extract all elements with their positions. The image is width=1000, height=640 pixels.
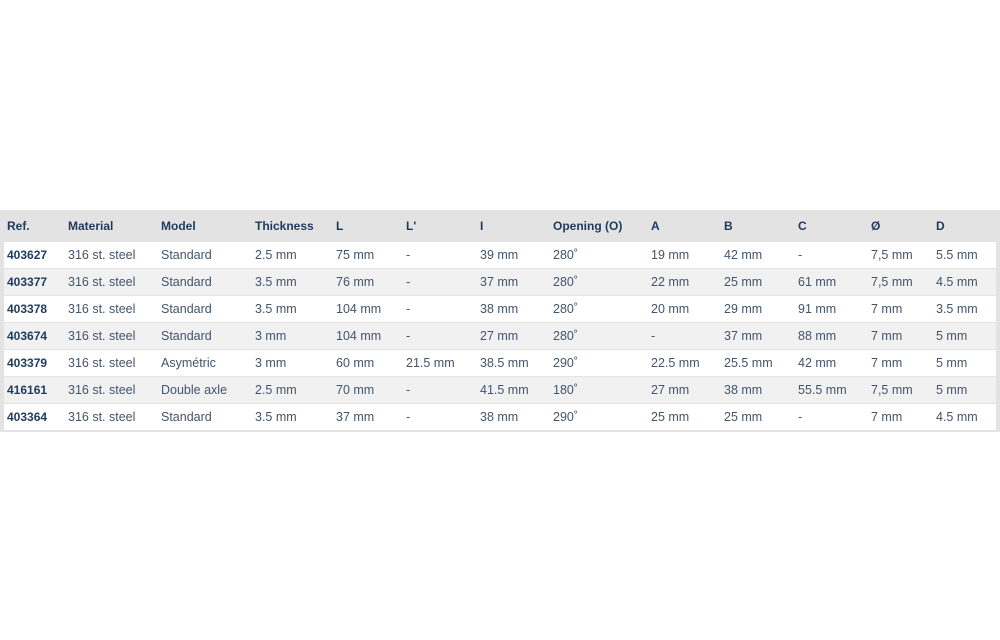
cell-model: Asymétric: [158, 350, 252, 377]
cell-l-prime: -: [403, 242, 477, 269]
table-body: [4, 242, 996, 431]
spec-table-container: [0, 210, 1000, 432]
cell-c: -: [795, 404, 868, 431]
cell-diameter: 7 mm: [868, 404, 933, 431]
cell-l-prime: -: [403, 269, 477, 296]
column-header-material: Material: [68, 219, 114, 233]
table-row: [4, 269, 996, 296]
cell-ref: 403364: [4, 404, 65, 431]
cell-i: 38.5 mm: [477, 350, 550, 377]
cell-l-prime: -: [403, 404, 477, 431]
cell-c: 42 mm: [795, 350, 868, 377]
cell-i: 41.5 mm: [477, 377, 550, 404]
cell-c: -: [795, 242, 868, 269]
column-header-a: A: [651, 219, 660, 233]
cell-opening: 180˚: [550, 377, 648, 404]
cell-thickness: 3.5 mm: [252, 404, 333, 431]
cell-diameter: 7,5 mm: [868, 269, 933, 296]
cell-diameter: 7 mm: [868, 323, 933, 350]
cell-material: 316 st. steel: [65, 242, 158, 269]
table-row: [4, 296, 996, 323]
cell-d: 5 mm: [933, 323, 996, 350]
table-row: [4, 350, 996, 377]
column-header-l-prime: L': [406, 219, 417, 233]
cell-material: 316 st. steel: [65, 296, 158, 323]
cell-i: 38 mm: [477, 296, 550, 323]
table-row: [4, 404, 996, 431]
table-header-row: [4, 210, 996, 242]
cell-model: Standard: [158, 323, 252, 350]
cell-ref: 403674: [4, 323, 65, 350]
cell-thickness: 3.5 mm: [252, 269, 333, 296]
cell-a: 19 mm: [648, 242, 721, 269]
cell-d: 5 mm: [933, 377, 996, 404]
cell-l: 37 mm: [333, 404, 403, 431]
column-header-l: L: [336, 219, 344, 233]
cell-b: 37 mm: [721, 323, 795, 350]
column-header-opening: Opening (O): [553, 219, 623, 233]
cell-a: 27 mm: [648, 377, 721, 404]
cell-diameter: 7,5 mm: [868, 242, 933, 269]
column-header-d: D: [936, 219, 945, 233]
cell-opening: 280˚: [550, 296, 648, 323]
cell-material: 316 st. steel: [65, 350, 158, 377]
column-header-b: B: [724, 219, 733, 233]
cell-l-prime: -: [403, 323, 477, 350]
cell-i: 27 mm: [477, 323, 550, 350]
cell-l: 60 mm: [333, 350, 403, 377]
cell-b: 25 mm: [721, 404, 795, 431]
cell-c: 88 mm: [795, 323, 868, 350]
cell-thickness: 3 mm: [252, 350, 333, 377]
cell-i: 38 mm: [477, 404, 550, 431]
cell-opening: 280˚: [550, 242, 648, 269]
cell-l-prime: -: [403, 296, 477, 323]
cell-opening: 290˚: [550, 404, 648, 431]
cell-l-prime: -: [403, 377, 477, 404]
column-header-diameter: Ø: [871, 219, 881, 233]
cell-c: 55.5 mm: [795, 377, 868, 404]
cell-a: 25 mm: [648, 404, 721, 431]
cell-l: 76 mm: [333, 269, 403, 296]
table-row: [4, 377, 996, 404]
spec-table: [4, 210, 996, 431]
cell-ref: 403377: [4, 269, 65, 296]
cell-ref: 403379: [4, 350, 65, 377]
cell-d: 5.5 mm: [933, 242, 996, 269]
cell-opening: 290˚: [550, 350, 648, 377]
cell-ref: 416161: [4, 377, 65, 404]
cell-thickness: 2.5 mm: [252, 377, 333, 404]
column-header-i: I: [480, 219, 484, 233]
cell-thickness: 3 mm: [252, 323, 333, 350]
cell-b: 25.5 mm: [721, 350, 795, 377]
cell-a: 22.5 mm: [648, 350, 721, 377]
cell-a: 20 mm: [648, 296, 721, 323]
cell-diameter: 7 mm: [868, 296, 933, 323]
cell-i: 37 mm: [477, 269, 550, 296]
cell-l: 75 mm: [333, 242, 403, 269]
cell-model: Standard: [158, 269, 252, 296]
cell-material: 316 st. steel: [65, 404, 158, 431]
cell-d: 4.5 mm: [933, 269, 996, 296]
cell-c: 91 mm: [795, 296, 868, 323]
cell-thickness: 2.5 mm: [252, 242, 333, 269]
cell-a: -: [648, 323, 721, 350]
cell-opening: 280˚: [550, 323, 648, 350]
column-header-ref: Ref.: [7, 219, 30, 233]
cell-b: 42 mm: [721, 242, 795, 269]
cell-l-prime: 21.5 mm: [403, 350, 477, 377]
cell-material: 316 st. steel: [65, 323, 158, 350]
cell-model: Standard: [158, 404, 252, 431]
cell-ref: 403627: [4, 242, 65, 269]
cell-d: 4.5 mm: [933, 404, 996, 431]
cell-b: 29 mm: [721, 296, 795, 323]
cell-i: 39 mm: [477, 242, 550, 269]
cell-l: 104 mm: [333, 296, 403, 323]
cell-d: 5 mm: [933, 350, 996, 377]
cell-d: 3.5 mm: [933, 296, 996, 323]
column-header-thickness: Thickness: [255, 219, 314, 233]
table-row: [4, 242, 996, 269]
cell-opening: 280˚: [550, 269, 648, 296]
cell-material: 316 st. steel: [65, 377, 158, 404]
cell-l: 70 mm: [333, 377, 403, 404]
cell-model: Standard: [158, 242, 252, 269]
column-header-c: C: [798, 219, 807, 233]
cell-c: 61 mm: [795, 269, 868, 296]
cell-ref: 403378: [4, 296, 65, 323]
cell-l: 104 mm: [333, 323, 403, 350]
cell-b: 38 mm: [721, 377, 795, 404]
cell-a: 22 mm: [648, 269, 721, 296]
table-row: [4, 323, 996, 350]
cell-thickness: 3.5 mm: [252, 296, 333, 323]
cell-diameter: 7,5 mm: [868, 377, 933, 404]
cell-diameter: 7 mm: [868, 350, 933, 377]
cell-material: 316 st. steel: [65, 269, 158, 296]
cell-model: Standard: [158, 296, 252, 323]
cell-model: Double axle: [158, 377, 252, 404]
cell-b: 25 mm: [721, 269, 795, 296]
column-header-model: Model: [161, 219, 196, 233]
